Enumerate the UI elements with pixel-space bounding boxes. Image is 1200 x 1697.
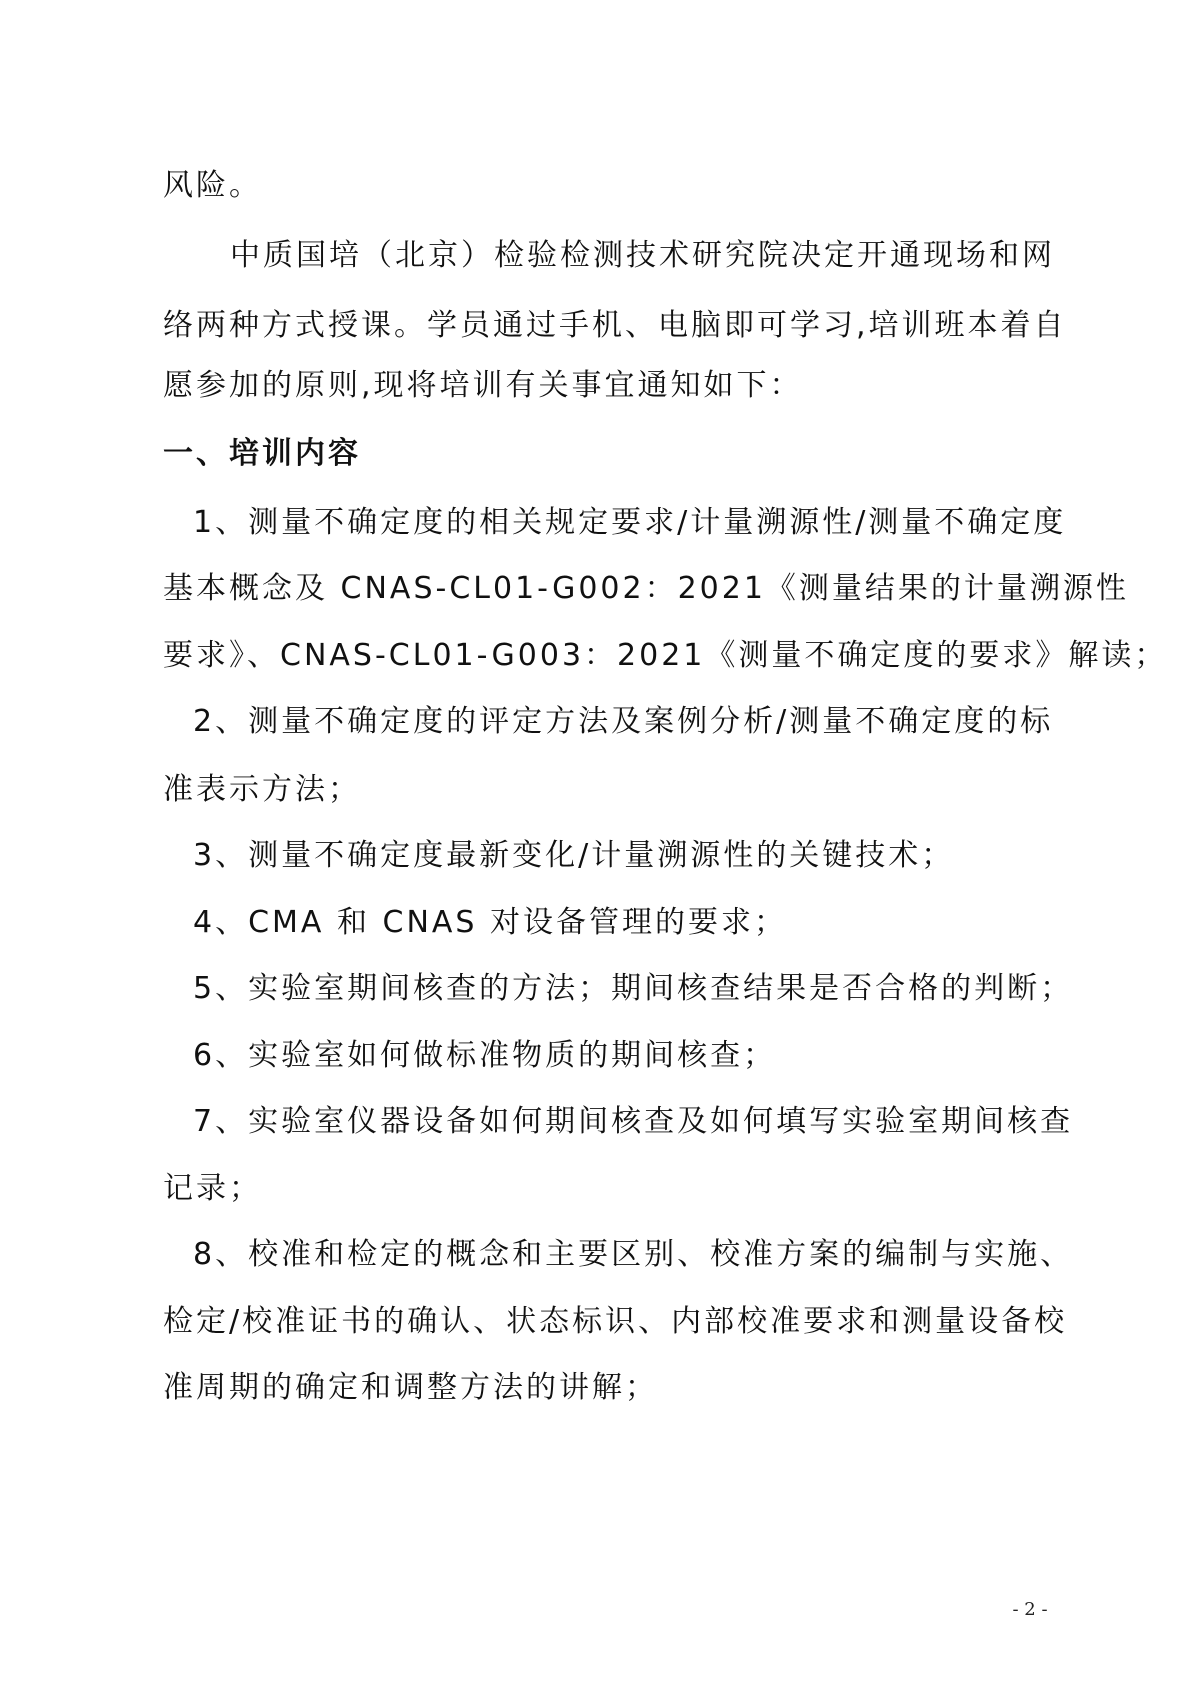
list-item-line: 准表示方法； <box>163 772 361 807</box>
paragraph-line: 愿参加的原则,现将培训有关事宜通知如下： <box>163 368 803 403</box>
list-item-line: 基本概念及 CNAS-CL01-G002：2021《测量结果的计量溯源性 <box>163 571 1129 606</box>
list-item-line: 记录； <box>163 1171 262 1206</box>
list-item-line: 6、实验室如何做标准物质的期间核查； <box>193 1038 777 1073</box>
paragraph-line: 风险。 <box>163 168 262 203</box>
list-item-line: 3、测量不确定度最新变化/计量溯源性的关键技术； <box>193 838 955 873</box>
list-item-line: 1、测量不确定度的相关规定要求/计量溯源性/测量不确定度 <box>193 505 1067 540</box>
list-item-line: 7、实验室仪器设备如何期间核查及如何填写实验室期间核查 <box>193 1104 1074 1139</box>
list-item-line: 5、实验室期间核查的方法；期间核查结果是否合格的判断； <box>193 971 1074 1006</box>
list-item-line: 8、校准和检定的概念和主要区别、校准方案的编制与实施、 <box>193 1237 1074 1272</box>
list-item-line: 2、测量不确定度的评定方法及案例分析/测量不确定度的标 <box>193 704 1054 739</box>
list-item-line: 检定/校准证书的确认、状态标识、内部校准要求和测量设备校 <box>163 1304 1068 1339</box>
list-item-line: 准周期的确定和调整方法的讲解； <box>163 1370 658 1405</box>
section-heading: 一、培训内容 <box>163 436 361 471</box>
paragraph-line: 中质国培（北京）检验检测技术研究院决定开通现场和网 <box>230 238 1055 273</box>
list-item-line: 4、CMA 和 CNAS 对设备管理的要求； <box>193 905 788 940</box>
list-item-line: 要求》、CNAS-CL01-G003：2021《测量不确定度的要求》解读； <box>163 638 1168 673</box>
paragraph-line: 络两种方式授课。学员通过手机、电脑即可学习,培训班本着自 <box>163 308 1067 343</box>
page-number: - 2 - <box>1012 1599 1048 1620</box>
